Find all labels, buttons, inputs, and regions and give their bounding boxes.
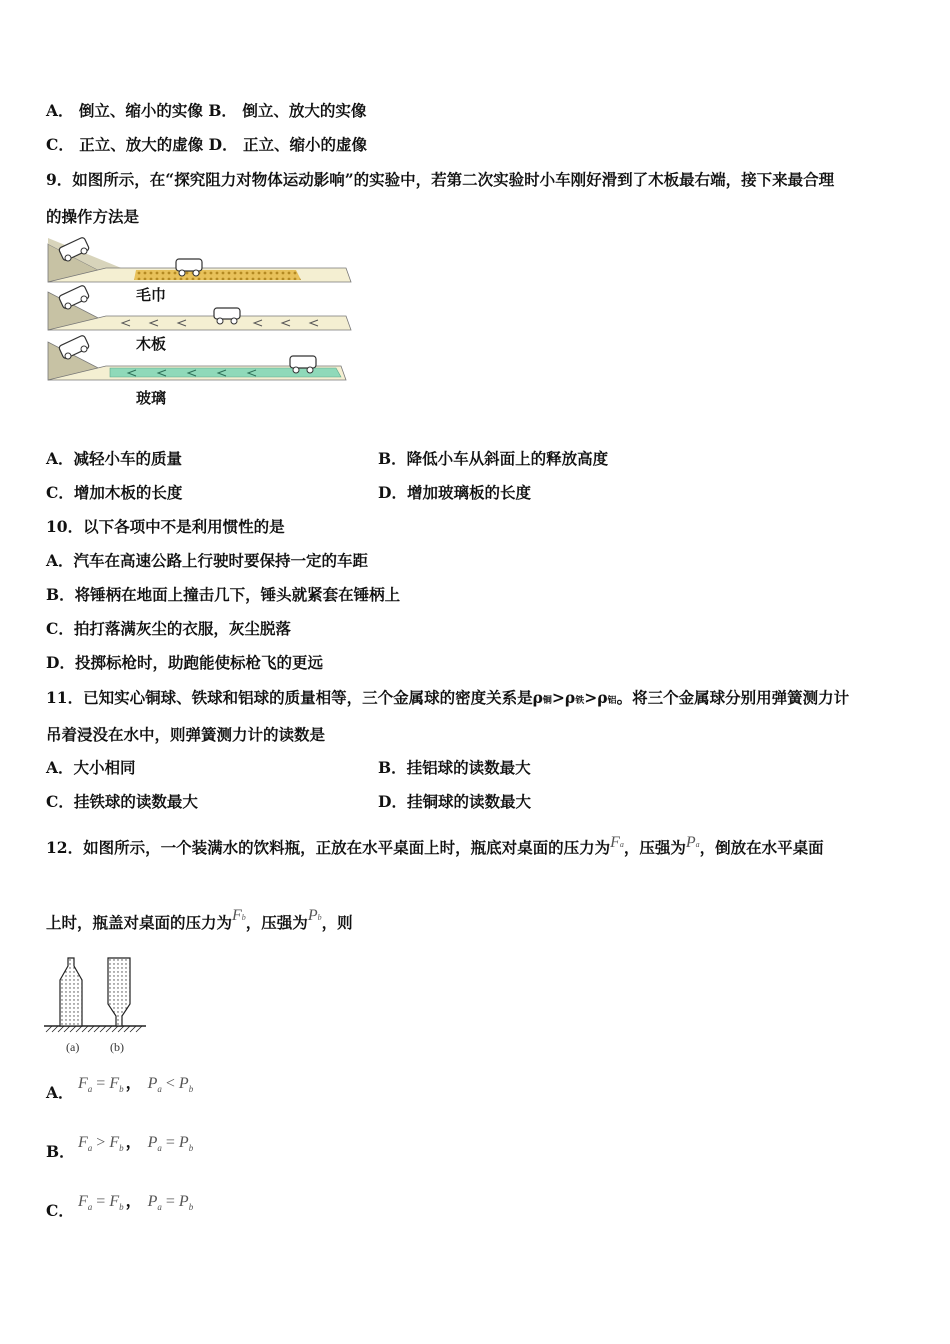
q11-stem-post: 。将三个金属球分别用弹簧测力计: [616, 688, 850, 707]
rho-symbol: ρ: [532, 688, 543, 707]
q12-stem2-part-c: ，则: [321, 913, 353, 932]
q8-option-a-b: A． 倒立、缩小的实像 B． 倒立、放大的实像: [46, 101, 367, 120]
q10-stem: 10．以下各项中不是利用惯性的是: [46, 517, 285, 536]
P-symbol: P: [147, 1075, 158, 1092]
q9-option-a: A．减轻小车的质量: [46, 449, 183, 468]
q12-stem-line1: [46, 834, 824, 861]
q12-stem-part-b: ，压强为: [623, 838, 686, 857]
q9-stem-line2: 的操作方法是: [46, 207, 140, 226]
sub-a: a: [87, 1084, 93, 1094]
figure-label-a: (a): [66, 1040, 80, 1054]
q11-option-c: C．挂铁球的读数最大: [46, 792, 198, 811]
pressure-b-symbol: [308, 907, 322, 924]
q12-stem-part-c: ，倒放在水平桌面: [699, 838, 824, 857]
comma: ，: [125, 1134, 142, 1151]
P-symbol: P: [307, 907, 318, 924]
P-symbol: P: [685, 834, 696, 851]
gt-symbol: >: [584, 688, 598, 707]
rho-symbol: ρ: [597, 688, 608, 707]
towel-ramp: [48, 237, 351, 282]
F-symbol: F: [78, 1193, 88, 1210]
q12-option-a-label: A．: [46, 1083, 74, 1102]
wood-ramp: [48, 285, 351, 330]
bottle-upright: [60, 958, 82, 1026]
q9-option-c: C．增加木板的长度: [46, 483, 183, 502]
gt-symbol: >: [551, 688, 565, 707]
sub-a: a: [619, 840, 624, 849]
F-symbol: F: [78, 1134, 88, 1151]
F-symbol: F: [610, 834, 620, 851]
q12-option-c-label: C．: [46, 1201, 74, 1220]
q11-stem-line1: [46, 688, 849, 711]
P-symbol: P: [147, 1134, 158, 1151]
eq-symbol: =: [96, 1193, 106, 1210]
sub-b: b: [119, 1143, 124, 1153]
sub-copper: 铜: [542, 696, 552, 706]
eq-symbol: =: [165, 1193, 175, 1210]
q12-stem-line2: [46, 907, 353, 936]
sub-iron: 铁: [575, 696, 585, 706]
q9-option-b: B．降低小车从斜面上的释放高度: [378, 449, 609, 468]
label-towel: 毛巾: [136, 286, 167, 304]
gt-symbol: >: [96, 1134, 106, 1151]
q9-stem-line1: 9．如图所示，在“探究阻力对物体运动影响”的实验中，若第二次实验时小车刚好滑到了木板最右端，接下来最合理: [46, 170, 835, 189]
q12-stem2-part-a: 上时，瓶盖对桌面的压力为: [46, 913, 233, 932]
sub-a: a: [157, 1202, 162, 1212]
q10-option-b: B．将锤柄在地面上撞击几下，锤头就紧套在锤柄上: [46, 585, 401, 604]
P-symbol: P: [147, 1193, 158, 1210]
q11-stem-line2: 吊着浸没在水中，则弹簧测力计的读数是: [46, 725, 326, 744]
F-symbol: F: [109, 1134, 120, 1151]
force-b-symbol: [232, 907, 246, 924]
sub-b: b: [119, 1084, 124, 1094]
q11-stem-pre: 11．已知实心铜球、铁球和铝球的质量相等，三个金属球的密度关系是: [46, 688, 533, 707]
eq-symbol: =: [96, 1075, 106, 1092]
q11-option-d: D．挂铜球的读数最大: [378, 792, 531, 811]
bottle-inverted: [108, 958, 130, 1026]
comma: ，: [125, 1075, 142, 1092]
sub-a: a: [87, 1202, 93, 1212]
F-symbol: F: [109, 1075, 120, 1092]
P-symbol: P: [178, 1075, 189, 1092]
force-a-symbol: [610, 834, 624, 851]
F-symbol: F: [109, 1193, 120, 1210]
sub-a: a: [87, 1143, 93, 1153]
sub-b: b: [241, 913, 246, 922]
q12-stem2-part-b: ，压强为: [245, 913, 308, 932]
q12-option-a-formula: [78, 1070, 193, 1094]
sub-aluminum: 铝: [607, 696, 617, 706]
q9-ramp-figure: [46, 234, 356, 409]
pressure-a-symbol: [686, 834, 700, 851]
sub-b: b: [188, 1143, 194, 1153]
glass-ramp: [48, 335, 346, 380]
sub-a: a: [157, 1084, 162, 1094]
figure-label-b: (b): [110, 1040, 124, 1054]
q11-option-b: B．挂铝球的读数最大: [378, 758, 531, 777]
eq-symbol: =: [165, 1134, 175, 1151]
label-wood: 木板: [136, 335, 167, 353]
sub-b: b: [188, 1202, 194, 1212]
sub-b: b: [188, 1084, 194, 1094]
label-glass: 玻璃: [136, 389, 167, 407]
q11-option-a: A．大小相同: [46, 758, 136, 777]
P-symbol: P: [178, 1134, 189, 1151]
F-symbol: F: [232, 907, 242, 924]
q10-option-c: C．拍打落满灰尘的衣服，灰尘脱落: [46, 619, 291, 638]
comma: ，: [125, 1193, 142, 1210]
bottle-figure: [44, 954, 150, 1054]
q10-option-a: A．汽车在高速公路上行驶时要保持一定的车距: [46, 551, 369, 570]
P-symbol: P: [178, 1193, 189, 1210]
F-symbol: F: [78, 1075, 88, 1092]
q12-option-c-formula: [78, 1188, 193, 1212]
q12-stem-part-a: 12．如图所示，一个装满水的饮料瓶，正放在水平桌面上时，瓶底对桌面的压力为: [46, 838, 611, 857]
sub-a: a: [695, 840, 700, 849]
sub-a: a: [157, 1143, 162, 1153]
lt-symbol: <: [165, 1075, 175, 1092]
sub-b: b: [317, 913, 322, 922]
q12-option-b-formula: [78, 1129, 193, 1153]
q8-option-c-d: C． 正立、放大的虚像 D． 正立、缩小的虚像: [46, 135, 367, 154]
q12-option-b-label: B．: [46, 1142, 75, 1161]
q9-option-d: D．增加玻璃板的长度: [378, 483, 531, 502]
q10-option-d: D．投掷标枪时，助跑能使标枪飞的更远: [46, 653, 323, 672]
sub-b: b: [119, 1202, 124, 1212]
rho-symbol: ρ: [564, 688, 576, 707]
